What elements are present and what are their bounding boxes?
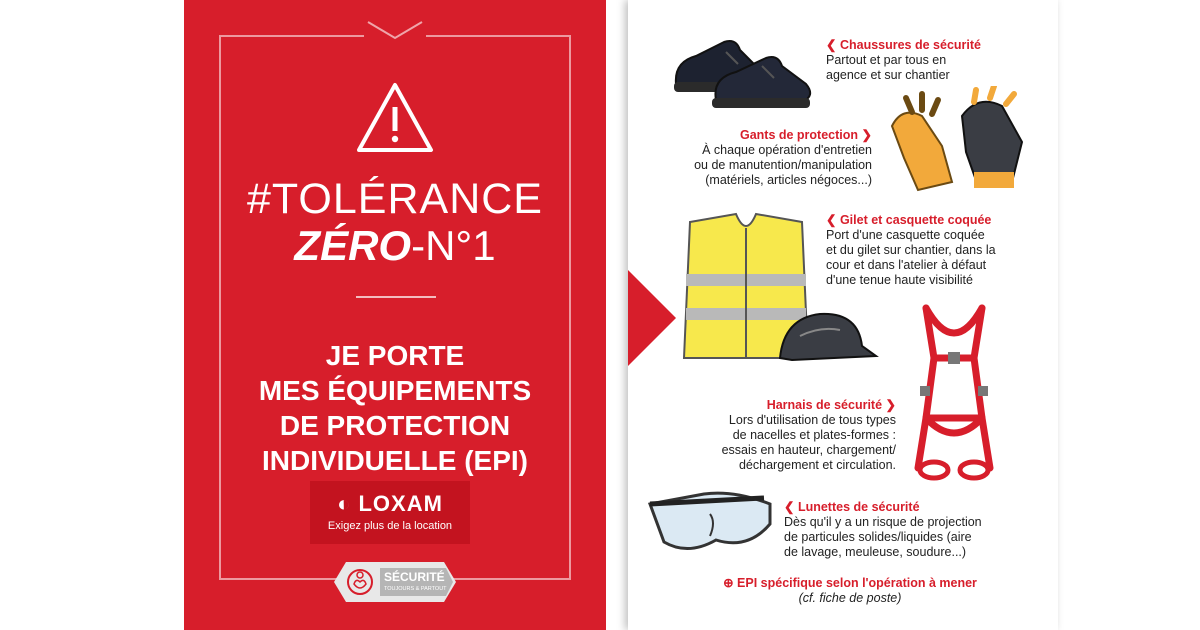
subtitle (184, 338, 606, 478)
item-line: À chaque opération d'entretien (702, 143, 872, 157)
badge-title: SÉCURITÉ (384, 570, 445, 584)
item-heading (646, 128, 872, 143)
footer-subnote: (cf. fiche de poste) (798, 591, 902, 605)
badge-subtitle: TOUJOURS & PARTOUT (384, 586, 447, 592)
item-line: (matériels, articles négoces...) (705, 173, 872, 187)
item-line: Port d'une casquette coquée (826, 228, 985, 242)
chevron-decoration-icon (364, 20, 426, 42)
title-line-2 (184, 222, 606, 270)
item-shoes (826, 38, 981, 83)
logo-brand (310, 491, 470, 517)
loxam-logo (310, 481, 470, 544)
title-number: -N°1 (411, 222, 496, 269)
subtitle-line: INDIVIDUELLE (EPI) (261, 445, 528, 476)
chevron-right-icon: ❯ (882, 398, 896, 412)
item-line: essais en hauteur, chargement/ (721, 443, 896, 457)
subtitle-line: DE PROTECTION (279, 410, 511, 441)
heading-text: Gants de protection (739, 128, 859, 142)
right-panel (628, 0, 1058, 630)
heading-text: Harnais de sécurité (766, 398, 883, 412)
footer-note (690, 576, 1010, 606)
item-line: de nacelles et plates-formes : (732, 428, 896, 442)
chevron-right-icon: ❯ (858, 128, 872, 142)
footer-heading (690, 576, 1010, 591)
item-line: Partout et par tous en (826, 53, 947, 67)
item-line: agence et sur chantier (826, 68, 950, 82)
item-heading (826, 213, 996, 228)
item-glasses (784, 500, 982, 560)
left-panel (184, 0, 606, 630)
heading-text: Lunettes de sécurité (797, 500, 920, 514)
securite-badge (332, 560, 458, 604)
work-gloves-icon (882, 86, 1034, 198)
title-line-1: #TOLÉRANCE (247, 175, 543, 223)
logo-mark-icon: ◐ (337, 491, 359, 516)
chevron-left-icon: ❮ (826, 213, 840, 227)
item-line: cour et dans l'atelier à défaut (826, 258, 987, 272)
safety-harness-icon (904, 298, 1004, 488)
safety-glasses-icon (644, 484, 784, 564)
item-line: de particules solides/liquides (aire (784, 530, 972, 544)
warning-triangle-icon (354, 80, 436, 156)
item-line: ou de manutention/manipulation (694, 158, 872, 172)
item-gloves (646, 128, 872, 188)
item-heading (658, 398, 896, 413)
item-harness (658, 398, 896, 473)
logo-brand-text: LOXAM (358, 491, 443, 516)
heading-text: Gilet et casquette coquée (839, 213, 992, 227)
item-line: Lors d'utilisation de tous types (728, 413, 896, 427)
item-line: déchargement et circulation. (738, 458, 896, 472)
chevron-left-icon: ❮ (784, 500, 798, 514)
item-line: Dès qu'il y a un risque de projection (784, 515, 982, 529)
item-line: et du gilet sur chantier, dans la (826, 243, 996, 257)
item-heading (826, 38, 981, 53)
heading-text: Chaussures de sécurité (839, 38, 981, 52)
subtitle-line: MES ÉQUIPEMENTS (258, 375, 532, 406)
footer-heading-text: EPI spécifique selon l'opération à mener (737, 576, 977, 590)
plus-circle-icon: ⊕ (723, 576, 738, 590)
item-vest (826, 213, 996, 288)
item-line: d'une tenue haute visibilité (826, 273, 973, 287)
logo-tagline: Exigez plus de la location (327, 520, 453, 532)
title-zero: ZÉRO (294, 222, 412, 269)
chevron-left-icon: ❮ (826, 38, 840, 52)
item-line: de lavage, meuleuse, soudure...) (784, 545, 967, 559)
divider (356, 296, 436, 298)
safety-shoes-icon (666, 22, 821, 110)
subtitle-line: JE PORTE (325, 340, 465, 371)
item-heading (784, 500, 982, 515)
red-arrow-icon (628, 270, 678, 366)
